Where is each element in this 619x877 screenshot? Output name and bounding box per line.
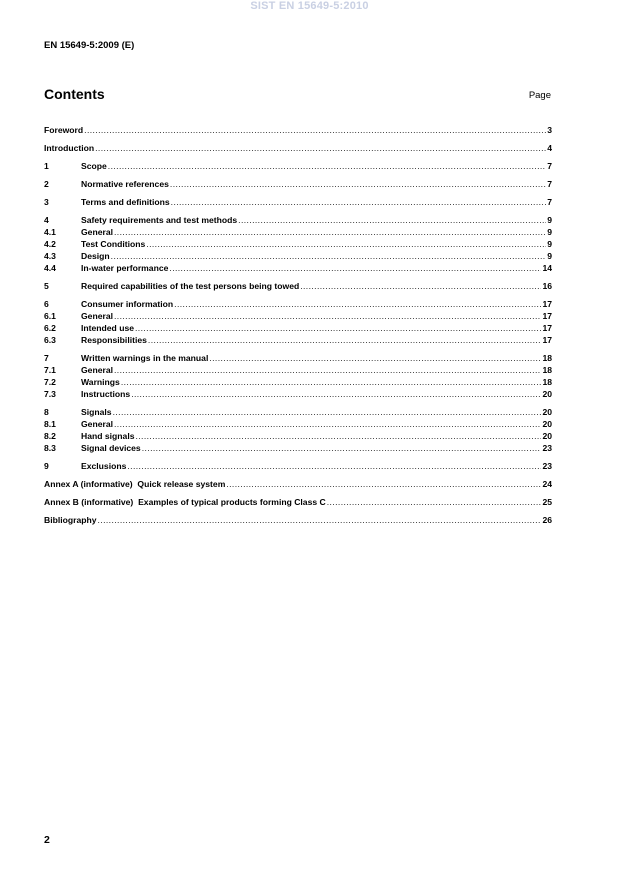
toc-entry-number: 8.1 — [44, 419, 56, 429]
toc-entry-page: 9 — [547, 215, 552, 225]
toc-entry-number: 1 — [44, 161, 49, 171]
toc-entry-title: Required capabilities of the test persons being towed — [81, 281, 300, 291]
toc-entry-page: 16 — [542, 281, 552, 291]
page-number: 2 — [44, 834, 50, 846]
toc-entry-title: Scope — [81, 161, 107, 171]
toc-entry-number: 4.3 — [44, 251, 56, 261]
toc-entry-annex-b[interactable] — [44, 496, 552, 508]
toc-entry-title: Hand signals — [81, 431, 135, 441]
toc-entry-page: 20 — [542, 407, 552, 417]
toc-entry-page: 20 — [542, 419, 552, 429]
toc-entry-title: General — [81, 419, 114, 429]
toc-entry-title: Safety requirements and test methods — [81, 215, 238, 225]
toc-entry-number: 7.2 — [44, 377, 56, 387]
toc-entry-page: 9 — [547, 227, 552, 237]
toc-entry-title: Exclusions — [81, 461, 127, 471]
toc-entry-title: Instructions — [81, 389, 131, 399]
toc-entry-title: Foreword — [44, 125, 84, 135]
toc-entry-number: 5 — [44, 281, 49, 291]
toc-entry-page: 23 — [542, 443, 552, 453]
toc-entry-number: 4.1 — [44, 227, 56, 237]
toc-entry-page: 14 — [542, 263, 552, 273]
toc-entry-1[interactable] — [44, 160, 552, 172]
toc-entry-page: 3 — [547, 125, 552, 135]
document-id: EN 15649-5:2009 (E) — [44, 40, 135, 51]
toc-entry-7-2[interactable] — [44, 376, 552, 388]
toc-entry-page: 25 — [542, 497, 552, 507]
toc-entry-8-2[interactable] — [44, 430, 552, 442]
toc-entry-number: 4.4 — [44, 263, 56, 273]
toc-entry-page: 17 — [542, 311, 552, 321]
toc-entry-number: 7.3 — [44, 389, 56, 399]
toc-entry-6-2[interactable] — [44, 322, 552, 334]
toc-entry-title: Bibliography — [44, 515, 97, 525]
toc-entry-page: 17 — [542, 335, 552, 345]
contents-heading: Contents — [44, 86, 105, 102]
toc-entry-page: 9 — [547, 251, 552, 261]
toc-entry-8[interactable] — [44, 406, 552, 418]
toc-entry-introduction[interactable] — [44, 142, 552, 154]
toc-entry-page: 23 — [542, 461, 552, 471]
toc-entry-number: 8.2 — [44, 431, 56, 441]
toc-entry-page: 18 — [542, 365, 552, 375]
toc-entry-number: 6.3 — [44, 335, 56, 345]
toc-entry-title: General — [81, 311, 114, 321]
toc-entry-title: Normative references — [81, 179, 169, 189]
toc-entry-page: 26 — [542, 515, 552, 525]
toc-entry-8-1[interactable] — [44, 418, 552, 430]
toc-entry-7-3[interactable] — [44, 388, 552, 400]
toc-entry-page: 7 — [547, 179, 552, 189]
toc-entry-number: 3 — [44, 197, 49, 207]
toc-entry-4-3[interactable] — [44, 250, 552, 262]
toc-entry-page: 24 — [542, 479, 552, 489]
toc-entry-title: Test Conditions — [81, 239, 146, 249]
toc-entry-5[interactable] — [44, 280, 552, 292]
toc-entry-annex-a[interactable] — [44, 478, 552, 490]
toc-entry-page: 17 — [542, 299, 552, 309]
toc-entry-6-1[interactable] — [44, 310, 552, 322]
toc-entry-title: Signals — [81, 407, 112, 417]
toc-entry-title: General — [81, 227, 114, 237]
toc-entry-4[interactable] — [44, 214, 552, 226]
toc-entry-6-3[interactable] — [44, 334, 552, 346]
toc-entry-title: Signal devices — [81, 443, 141, 453]
toc-entry-7-1[interactable] — [44, 364, 552, 376]
toc-entry-foreword[interactable] — [44, 124, 552, 136]
toc-entry-number: 4.2 — [44, 239, 56, 249]
toc-entry-title: Terms and definitions — [81, 197, 170, 207]
toc-entry-title: General — [81, 365, 114, 375]
toc-entry-page: 20 — [542, 389, 552, 399]
toc-entry-page: 18 — [542, 377, 552, 387]
toc-entry-4-4[interactable] — [44, 262, 552, 274]
toc-entry-title: Written warnings in the manual — [81, 353, 209, 363]
toc-entry-page: 7 — [547, 161, 552, 171]
toc-entry-title: Annex B (informative) Examples of typical products forming Class C — [44, 497, 326, 507]
toc-entry-page: 18 — [542, 353, 552, 363]
toc-entry-page: 20 — [542, 431, 552, 441]
toc-entry-9[interactable] — [44, 460, 552, 472]
page-column-label: Page — [528, 90, 551, 101]
toc-entry-number: 6.1 — [44, 311, 56, 321]
toc-entry-page: 17 — [542, 323, 552, 333]
toc-entry-6[interactable] — [44, 298, 552, 310]
toc-entry-title: Warnings — [81, 377, 120, 387]
toc-entry-number: 8.3 — [44, 443, 56, 453]
toc-entry-page: 7 — [547, 197, 552, 207]
toc-entry-title: Consumer information — [81, 299, 174, 309]
toc-entry-3[interactable] — [44, 196, 552, 208]
toc-entry-4-1[interactable] — [44, 226, 552, 238]
toc-entry-title: Intended use — [81, 323, 135, 333]
toc-entry-bibliography[interactable] — [44, 514, 552, 526]
toc-entry-number: 9 — [44, 461, 49, 471]
toc-entry-8-3[interactable] — [44, 442, 552, 454]
table-of-contents — [44, 124, 552, 526]
toc-entry-number: 2 — [44, 179, 49, 189]
toc-entry-number: 6.2 — [44, 323, 56, 333]
toc-entry-number: 8 — [44, 407, 49, 417]
toc-entry-page: 9 — [547, 239, 552, 249]
toc-entry-4-2[interactable] — [44, 238, 552, 250]
toc-entry-title: Responsibilities — [81, 335, 147, 345]
toc-entry-2[interactable] — [44, 178, 552, 190]
toc-entry-title: In-water performance — [81, 263, 169, 273]
toc-entry-title: Introduction — [44, 143, 95, 153]
toc-entry-number: 7.1 — [44, 365, 56, 375]
watermark: SIST EN 15649-5:2010 — [250, 0, 369, 12]
toc-entry-title: Design — [81, 251, 110, 261]
toc-entry-number: 6 — [44, 299, 49, 309]
toc-entry-7[interactable] — [44, 352, 552, 364]
toc-entry-page: 4 — [547, 143, 552, 153]
toc-entry-number: 7 — [44, 353, 49, 363]
toc-entry-number: 4 — [44, 215, 49, 225]
toc-entry-title: Annex A (informative) Quick release system — [44, 479, 226, 489]
